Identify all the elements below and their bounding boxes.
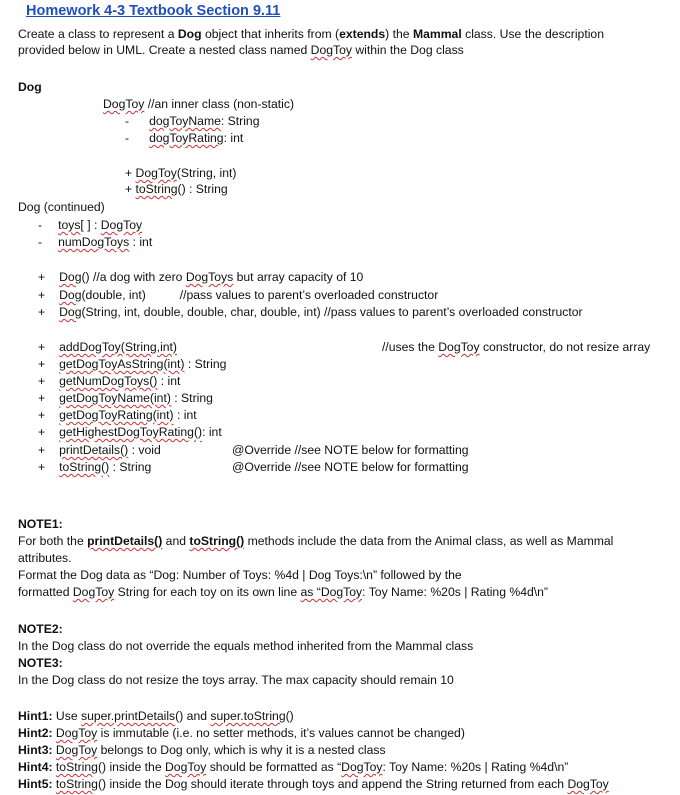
hint-code: super.toString [210, 709, 286, 723]
comment-text: //uses the [382, 340, 439, 354]
intro-dog-bold: Dog [177, 27, 202, 41]
bullet: + [125, 182, 133, 196]
uml-method [38, 443, 161, 458]
field-name: numDogToys [58, 235, 130, 249]
comment-text: constructor, do not resize array [479, 340, 651, 354]
uml-method [38, 357, 226, 372]
method-rest: : String [184, 357, 227, 371]
constructor-rest: but array capacity of 10 [233, 270, 364, 284]
method-rest: : int [202, 425, 222, 439]
bullet: + [125, 166, 133, 180]
note1-label: NOTE1: [18, 517, 63, 531]
hint-code: toString [55, 777, 98, 791]
uml-dog-continued: Dog (continued) [18, 200, 105, 214]
hint-text: () inside the Dog should iterate through toys and append the String returned from each [97, 777, 568, 791]
hint-text: Use [52, 709, 81, 723]
method-name: DogToy [135, 166, 177, 180]
field-name: toys [58, 218, 81, 232]
uml-method-comment: @Override //see NOTE below for formatting [232, 460, 469, 474]
uml-dogtoy-method [125, 182, 228, 197]
note2-text: In the Dog class do not override the equals method inherited from the Mammal class [18, 639, 474, 653]
intro-text: within the Dog class [351, 43, 464, 57]
intro-text: ) the [385, 27, 413, 41]
bullet: - [38, 235, 43, 249]
constructor-rest: (double, int) //pass values to parent’s overloaded constructor [81, 288, 439, 302]
page-title: Homework 4-3 Textbook Section 9.11 [26, 3, 281, 19]
uml-dogtoy-header [103, 97, 294, 112]
intro-line-1 [18, 27, 604, 42]
note-tostring: toString() [189, 534, 245, 548]
method-name: getDogToyName(int) [59, 391, 171, 405]
hint-label: Hint2: [18, 726, 53, 740]
method-name: toString [135, 182, 178, 196]
bullet: + [38, 391, 46, 405]
method-rest: () : String [177, 182, 228, 196]
method-name: getDogToyRating(int) [59, 408, 174, 422]
uml-method [38, 374, 180, 389]
uml-method-comment [382, 340, 650, 355]
hint-2 [18, 726, 465, 741]
uml-dog-header: Dog [18, 80, 42, 94]
intro-mammal-bold: Mammal [412, 27, 462, 41]
note1-line-3: Format the Dog data as “Dog: Number of Toys: %4d | Dog Toys:\n” followed by the [18, 568, 462, 582]
note1-line-1 [18, 534, 613, 549]
hint-code: DogToy [341, 760, 383, 774]
method-rest: (String, int) [176, 166, 237, 180]
method-rest: : String [109, 460, 152, 474]
constructor-dogtoys: DogToys [185, 270, 234, 284]
uml-constructor [38, 288, 438, 303]
bullet: + [38, 288, 46, 302]
uml-method [38, 425, 222, 440]
hint-label: Hint5: [18, 777, 53, 791]
hint-code: DogToy [55, 726, 98, 740]
bullet: + [38, 357, 46, 371]
intro-text: object that inherits from ( [201, 27, 340, 41]
field-type: : int [223, 131, 244, 145]
bullet: + [38, 374, 46, 388]
method-rest: : int [173, 408, 197, 422]
hint-code: DogToy [165, 760, 207, 774]
uml-method-comment: @Override //see NOTE below for formatting [232, 443, 469, 457]
note2-label: NOTE2: [18, 622, 63, 636]
note-text: : Toy Name: %20s | Rating %4d\n” [362, 585, 548, 599]
intro-extends-bold: extends [339, 27, 386, 41]
bullet: + [38, 270, 46, 284]
hint-1 [18, 709, 294, 724]
field-type: [ ] : [80, 218, 101, 232]
hint-code: DogToy [567, 777, 609, 791]
hint-text: is immutable (i.e. no setter methods, it’s values cannot be changed) [97, 726, 465, 740]
uml-dogtoy-comment: //an inner class (non-static) [144, 97, 295, 111]
hint-code: toString [55, 760, 98, 774]
hint-code: DogToy [55, 743, 98, 757]
uml-method [38, 408, 197, 423]
field-type: : int [129, 235, 153, 249]
note-dogtoy: as “DogToy [300, 585, 363, 599]
uml-method [38, 460, 151, 475]
intro-text: Create a class to represent a [18, 27, 178, 41]
method-rest: : int [157, 374, 181, 388]
bullet: - [125, 114, 130, 128]
method-name: getNumDogToys() [59, 374, 158, 388]
note-text: methods include the data from the Animal class, as well as Mammal [244, 534, 614, 548]
hint-text: () and [175, 709, 211, 723]
intro-line-2 [18, 43, 464, 58]
note-dogtoy: DogToy [72, 585, 115, 599]
hint-text: () [285, 709, 294, 723]
constructor-name: Dog [59, 288, 82, 302]
method-name: getHighestDogToyRating() [59, 425, 203, 439]
note-text: and [162, 534, 190, 548]
uml-dogtoy-name: DogToy [103, 97, 145, 111]
hint-5 [18, 777, 609, 792]
bullet: + [38, 340, 46, 354]
method-name: printDetails() [59, 443, 129, 457]
bullet: + [38, 460, 46, 474]
comment-dogtoy: DogToy [438, 340, 480, 354]
constructor-rest: () //a dog with zero [81, 270, 186, 284]
field-name: dogToyName [149, 114, 221, 128]
method-rest: : String [170, 391, 213, 405]
note3-text: In the Dog class do not resize the toys array. The max capacity should remain 10 [18, 673, 454, 687]
bullet: + [38, 425, 46, 439]
uml-method [38, 340, 177, 355]
method-rest: : void [128, 443, 161, 457]
note3-label: NOTE3: [18, 656, 63, 670]
uml-dog-field [38, 235, 152, 250]
field-type: : String [220, 114, 260, 128]
field-name: dogToyRating [149, 131, 224, 145]
intro-text: provided below in UML. Create a nested class named [18, 43, 311, 57]
uml-method [38, 391, 213, 406]
note1-line-2: attributes. [18, 551, 72, 565]
bullet: + [38, 408, 46, 422]
note-text: formatted [18, 585, 73, 599]
hint-text: () inside the [97, 760, 165, 774]
bullet: + [38, 305, 46, 319]
hint-code: super.printDetails [80, 709, 176, 723]
hint-text: should be formatted as “ [206, 760, 342, 774]
bullet: - [125, 131, 130, 145]
hint-label: Hint3: [18, 743, 53, 757]
uml-dog-field [38, 218, 142, 233]
hint-3 [18, 743, 386, 758]
bullet: - [38, 218, 43, 232]
uml-constructor [38, 305, 583, 320]
bullet: + [38, 443, 46, 457]
hint-4 [18, 760, 568, 775]
note-text: String for each toy on its own line [114, 585, 301, 599]
hint-label: Hint1: [18, 709, 53, 723]
uml-dogtoy-field [125, 131, 243, 146]
note-text: For both the [18, 534, 88, 548]
hint-text: : Toy Name: %20s | Rating %4d\n” [382, 760, 569, 774]
uml-constructor [38, 270, 363, 285]
constructor-name: Dog [59, 305, 82, 319]
method-name: addDogToy(String,int) [59, 340, 177, 354]
constructor-rest: (String, int, double, double, char, double, int) //pass values to parent’s overloaded constructor [81, 305, 583, 319]
hint-label: Hint4: [18, 760, 53, 774]
field-type-dogtoy: DogToy [100, 218, 143, 232]
uml-dogtoy-field [125, 114, 260, 129]
method-name: getDogToyAsString(int) [59, 357, 185, 371]
note-printdetails: printDetails() [87, 534, 163, 548]
uml-dogtoy-method [125, 166, 236, 181]
hint-text: belongs to Dog only, which is why it is a nested class [97, 743, 386, 757]
intro-dogtoy: DogToy [310, 43, 352, 57]
method-name: toString() [59, 460, 110, 474]
constructor-name: Dog [59, 270, 82, 284]
note1-line-4 [18, 585, 548, 600]
intro-text: class. Use the description [461, 27, 604, 41]
